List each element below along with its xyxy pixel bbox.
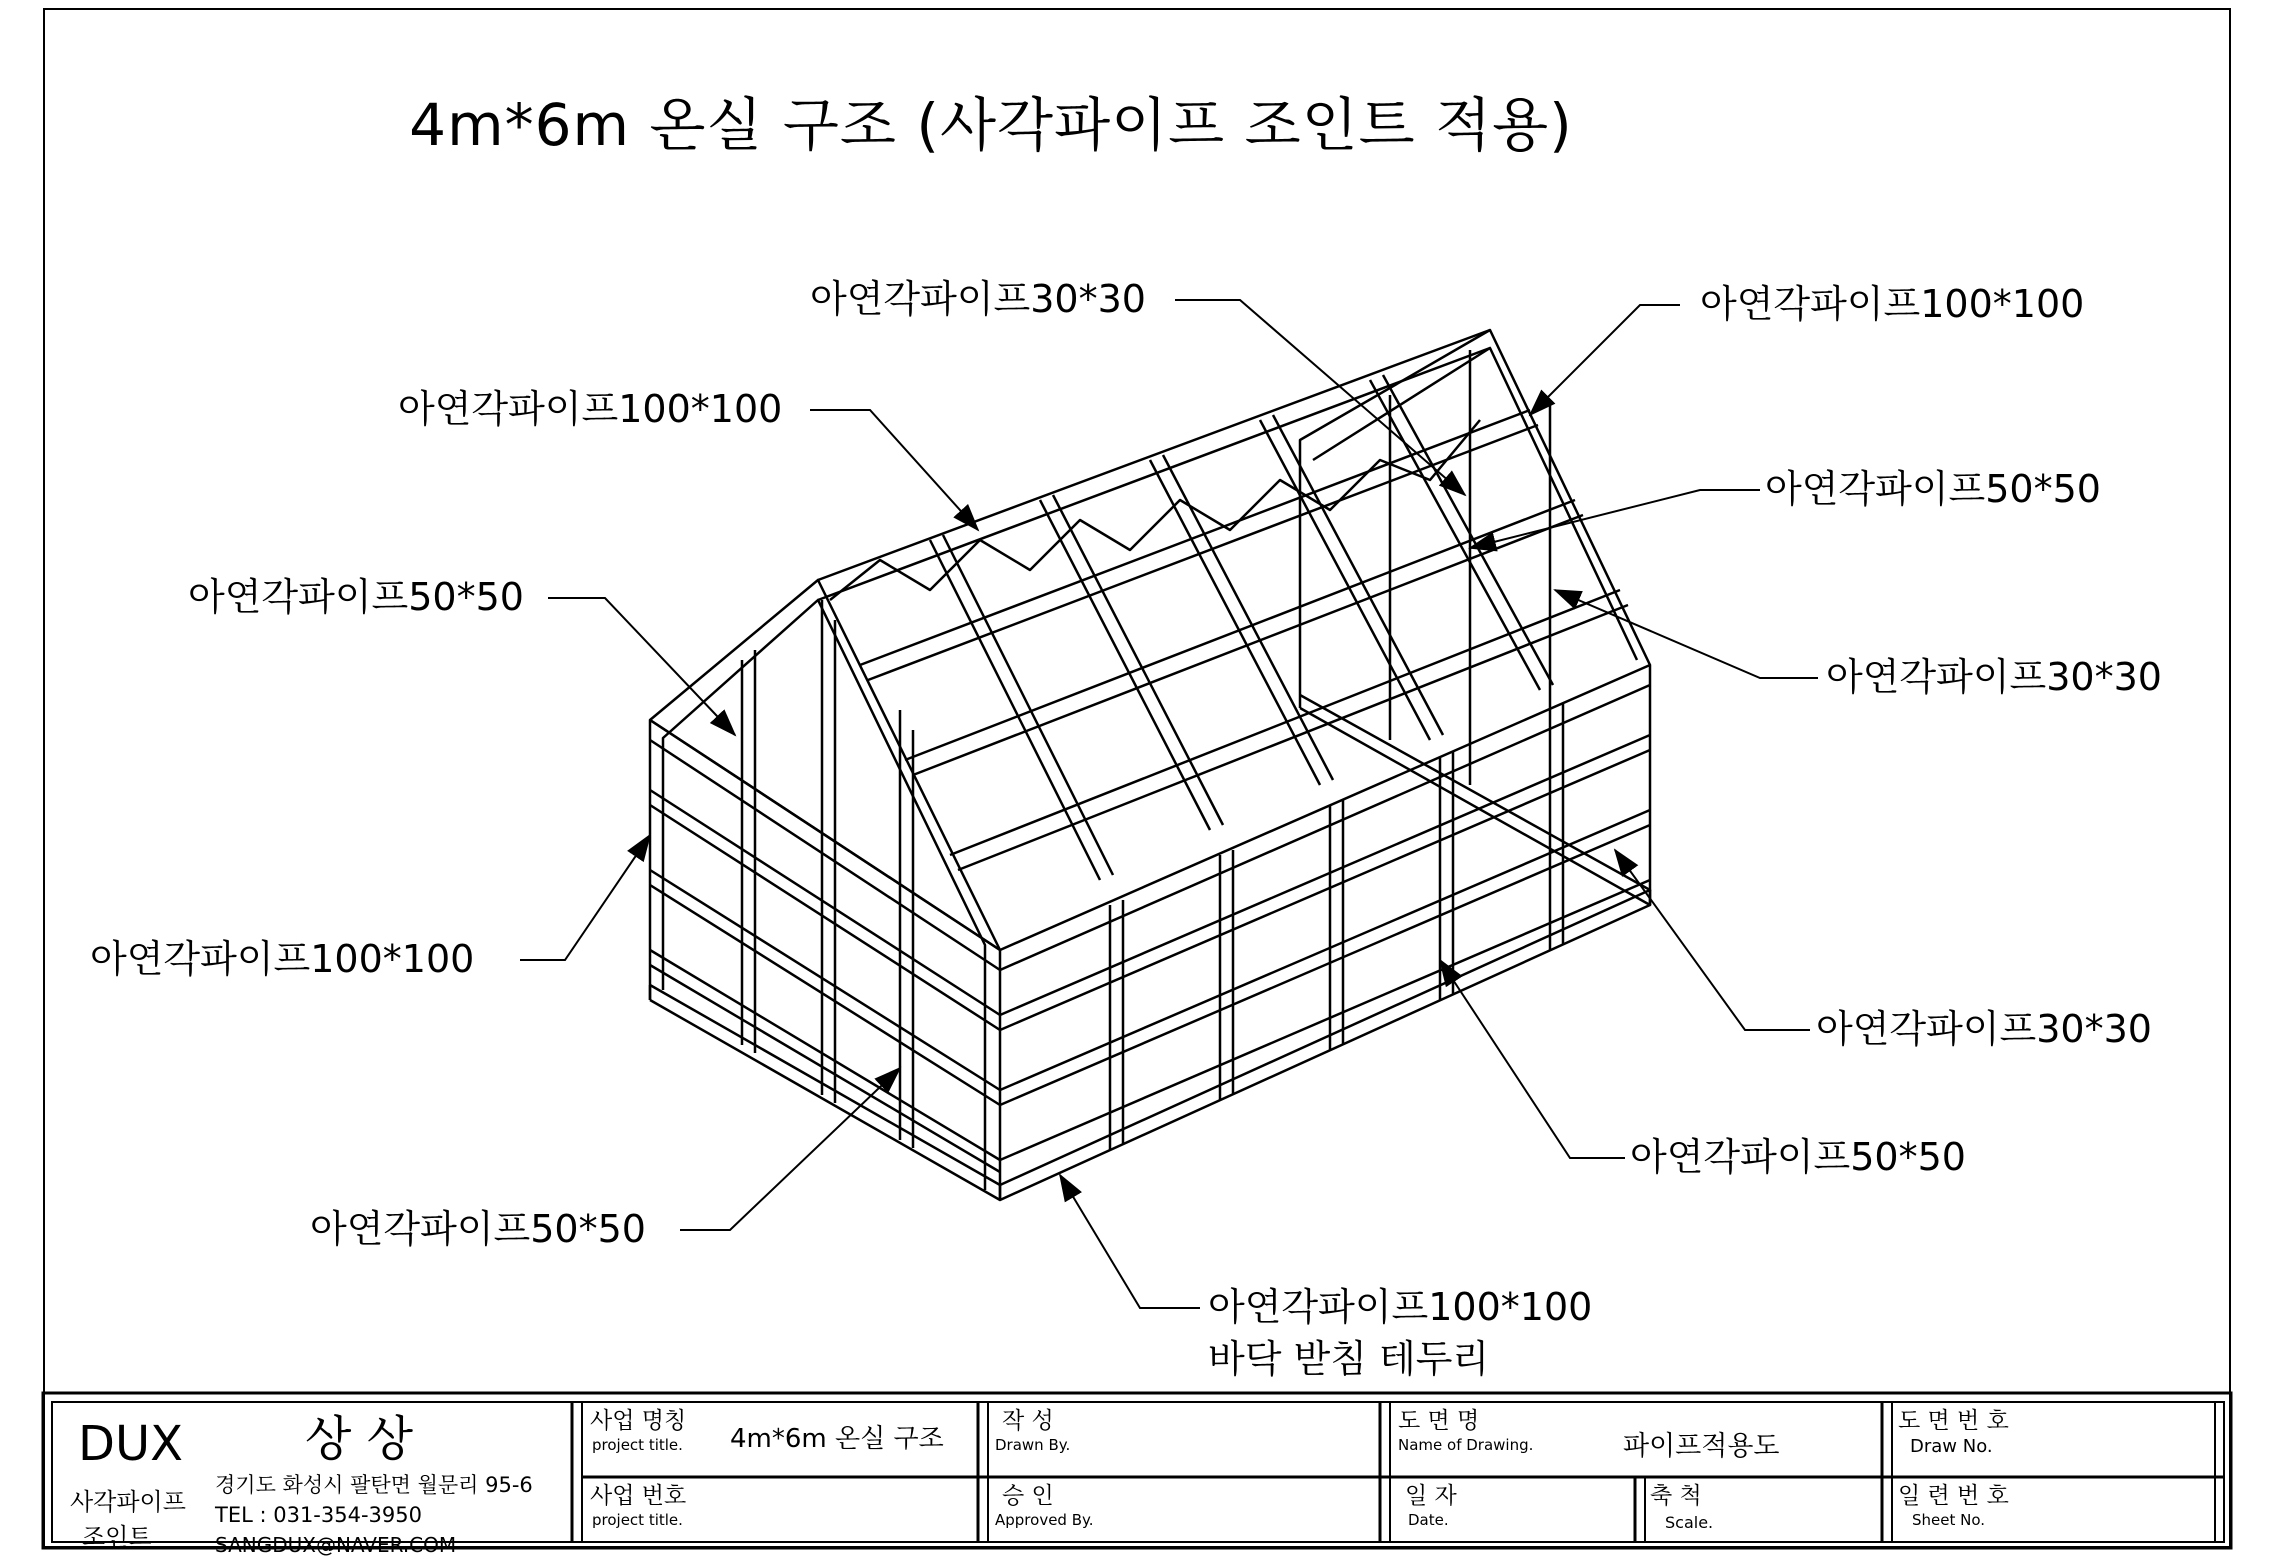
callout-side-bottom-right: 아연각파이프50*50 (1630, 1135, 1966, 1179)
callout-roof-right-lower: 아연각파이프30*30 (1826, 655, 2162, 699)
drawing-name-sub: Name of Drawing. (1398, 1436, 1534, 1454)
drawing-name-label: 도 면 명 (1398, 1408, 1480, 1434)
callout-labels (90, 277, 2162, 1381)
project-no-sub: project title. (592, 1511, 683, 1529)
drawing-title-text: 4m*6m 온실 구조 (사각파이프 조인트 적용) (409, 91, 1573, 159)
base-frame (650, 695, 1650, 1200)
callout-gable-left: 아연각파이프50*50 (188, 575, 524, 619)
company-email: SANGDUX@NAVER.COM (215, 1533, 457, 1557)
callout-side-right-mid: 아연각파이프30*30 (1816, 1007, 2152, 1051)
drawing-name-value: 파이프적용도 (1623, 1431, 1780, 1462)
scale-sub: Scale. (1665, 1513, 1714, 1532)
date-sub: Date. (1408, 1511, 1449, 1529)
callout-roof-right-upper: 아연각파이프50*50 (1765, 467, 2101, 511)
project-name-label: 사업 명칭 (590, 1408, 687, 1434)
company-sub2: 조인트 (82, 1523, 152, 1551)
draw-no-sub: Draw No. (1910, 1436, 1993, 1457)
sheet-no-label: 일 련 번 호 (1898, 1483, 2009, 1509)
roof (650, 330, 1628, 950)
scale-label: 축 척 (1650, 1483, 1702, 1509)
approved-by-label: 승 인 (1002, 1483, 1054, 1509)
drawn-by-label: 작 성 (1002, 1408, 1054, 1434)
approved-by-sub: Approved By. (995, 1511, 1094, 1529)
callout-ridge-top-left: 아연각파이프30*30 (810, 277, 1146, 321)
company-address: 경기도 화성시 팔탄면 월문리 95-6 (215, 1473, 533, 1497)
company-sub1: 사각파이프 (70, 1488, 186, 1516)
project-no-label: 사업 번호 (590, 1483, 687, 1509)
right-side-wall (1000, 665, 1650, 1160)
callout-base-frame: 아연각파이프100*100 (1208, 1285, 1593, 1329)
sheet-no-sub: Sheet No. (1912, 1511, 1986, 1529)
callout-leaders (520, 300, 1818, 1308)
project-name-sub: project title. (592, 1436, 683, 1454)
date-label: 일 자 (1405, 1483, 1457, 1509)
drawn-by-sub: Drawn By. (995, 1436, 1071, 1454)
company-name: 상 상 (305, 1411, 413, 1467)
company-tel: TEL : 031-354-3950 (215, 1503, 422, 1527)
front-gable-wall (650, 580, 1000, 1200)
project-name-value: 4m*6m 온실 구조 (730, 1424, 944, 1454)
draw-no-label: 도 면 번 호 (1898, 1408, 2009, 1434)
callout-base-frame-note: 바닥 받침 테두리 (1208, 1337, 1490, 1381)
callout-ridge-top-right: 아연각파이프100*100 (1700, 282, 2085, 326)
callout-door-left: 아연각파이프50*50 (310, 1207, 646, 1251)
callout-roof-rafter-left: 아연각파이프100*100 (398, 387, 783, 431)
title-block (43, 1393, 2231, 1557)
greenhouse-frame (650, 330, 1650, 1200)
company-logo: DUX (78, 1416, 183, 1472)
callout-corner-post-left: 아연각파이프100*100 (90, 937, 475, 981)
